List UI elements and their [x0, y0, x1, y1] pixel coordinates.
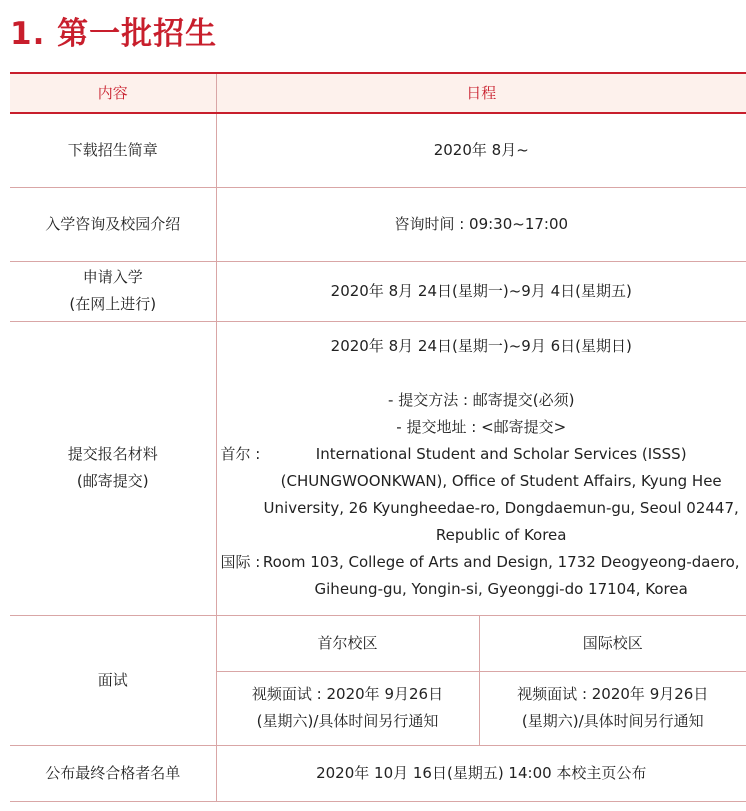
row-label-brochure: 下载招生简章	[10, 113, 216, 187]
table-row	[10, 187, 746, 261]
row-value-consult: 咨询时间 : 09:30~17:00	[216, 187, 746, 261]
interview-global-campus: 国际校区	[479, 615, 746, 671]
interview-seoul-campus: 首尔校区	[216, 615, 479, 671]
row-label-submit	[10, 321, 216, 615]
interview-global-schedule	[479, 671, 746, 745]
submit-date: 2020年 8月 24日(星期一)~9月 6日(星期日)	[330, 337, 632, 355]
submit-address-title: - 提交地址 : <邮寄提交>	[396, 418, 567, 436]
apply-label-line2: (在网上进行)	[69, 295, 157, 313]
page-title: 1. 第一批招生	[10, 16, 218, 52]
row-value-submit	[216, 321, 746, 615]
table-row	[10, 113, 746, 187]
apply-label-line1: 申请入学	[82, 268, 143, 286]
interview-seoul-line2: (星期六)/具体时间另行通知	[256, 712, 439, 730]
interview-seoul-line1: 视频面试 : 2020年 9月26日	[251, 685, 444, 703]
submit-method: - 提交方法 : 邮寄提交(必须)	[388, 391, 575, 409]
row-label-consult: 入学咨询及校园介绍	[10, 187, 216, 261]
row-label-apply	[10, 261, 216, 321]
submit-label-line1: 提交报名材料	[67, 445, 158, 463]
global-address: Room 103, College of Arts and Design, 1732 Deogyeong-daero, Giheung-gu, Yongin-si, Gyeonggi-do 17104, Korea	[262, 553, 740, 598]
seoul-address: International Student and Scholar Services (ISSS) (CHUNGWOONKWAN), Office of Student Affairs, Kyung Hee University, 26 Kyungheedae-ro, Dongdaemun-gu, Seoul 02447, Republic of Korea	[263, 445, 739, 544]
global-address-label: 国际 :	[220, 553, 261, 571]
table-header-row	[10, 73, 746, 113]
table-row	[10, 615, 746, 671]
submit-label-line2: (邮寄提交)	[76, 472, 149, 490]
global-address-block	[221, 549, 743, 603]
row-value-result: 2020年 10月 16日(星期五) 14:00 本校主页公布	[216, 745, 746, 801]
interview-global-line1: 视频面试 : 2020年 9月26日	[517, 685, 709, 703]
row-label-interview: 面试	[10, 615, 216, 745]
seoul-address-label: 首尔 :	[220, 445, 261, 463]
interview-global-line2: (星期六)/具体时间另行通知	[521, 712, 704, 730]
row-label-result: 公布最终合格者名单	[10, 745, 216, 801]
interview-seoul-schedule	[216, 671, 479, 745]
header-schedule: 日程	[216, 73, 746, 113]
schedule-table	[10, 72, 746, 802]
header-content: 内容	[10, 73, 216, 113]
table-row	[10, 321, 746, 615]
table-row	[10, 745, 746, 801]
row-value-apply: 2020年 8月 24日(星期一)~9月 4日(星期五)	[216, 261, 746, 321]
row-value-brochure: 2020年 8月~	[216, 113, 746, 187]
seoul-address-block	[221, 441, 743, 549]
table-row	[10, 261, 746, 321]
